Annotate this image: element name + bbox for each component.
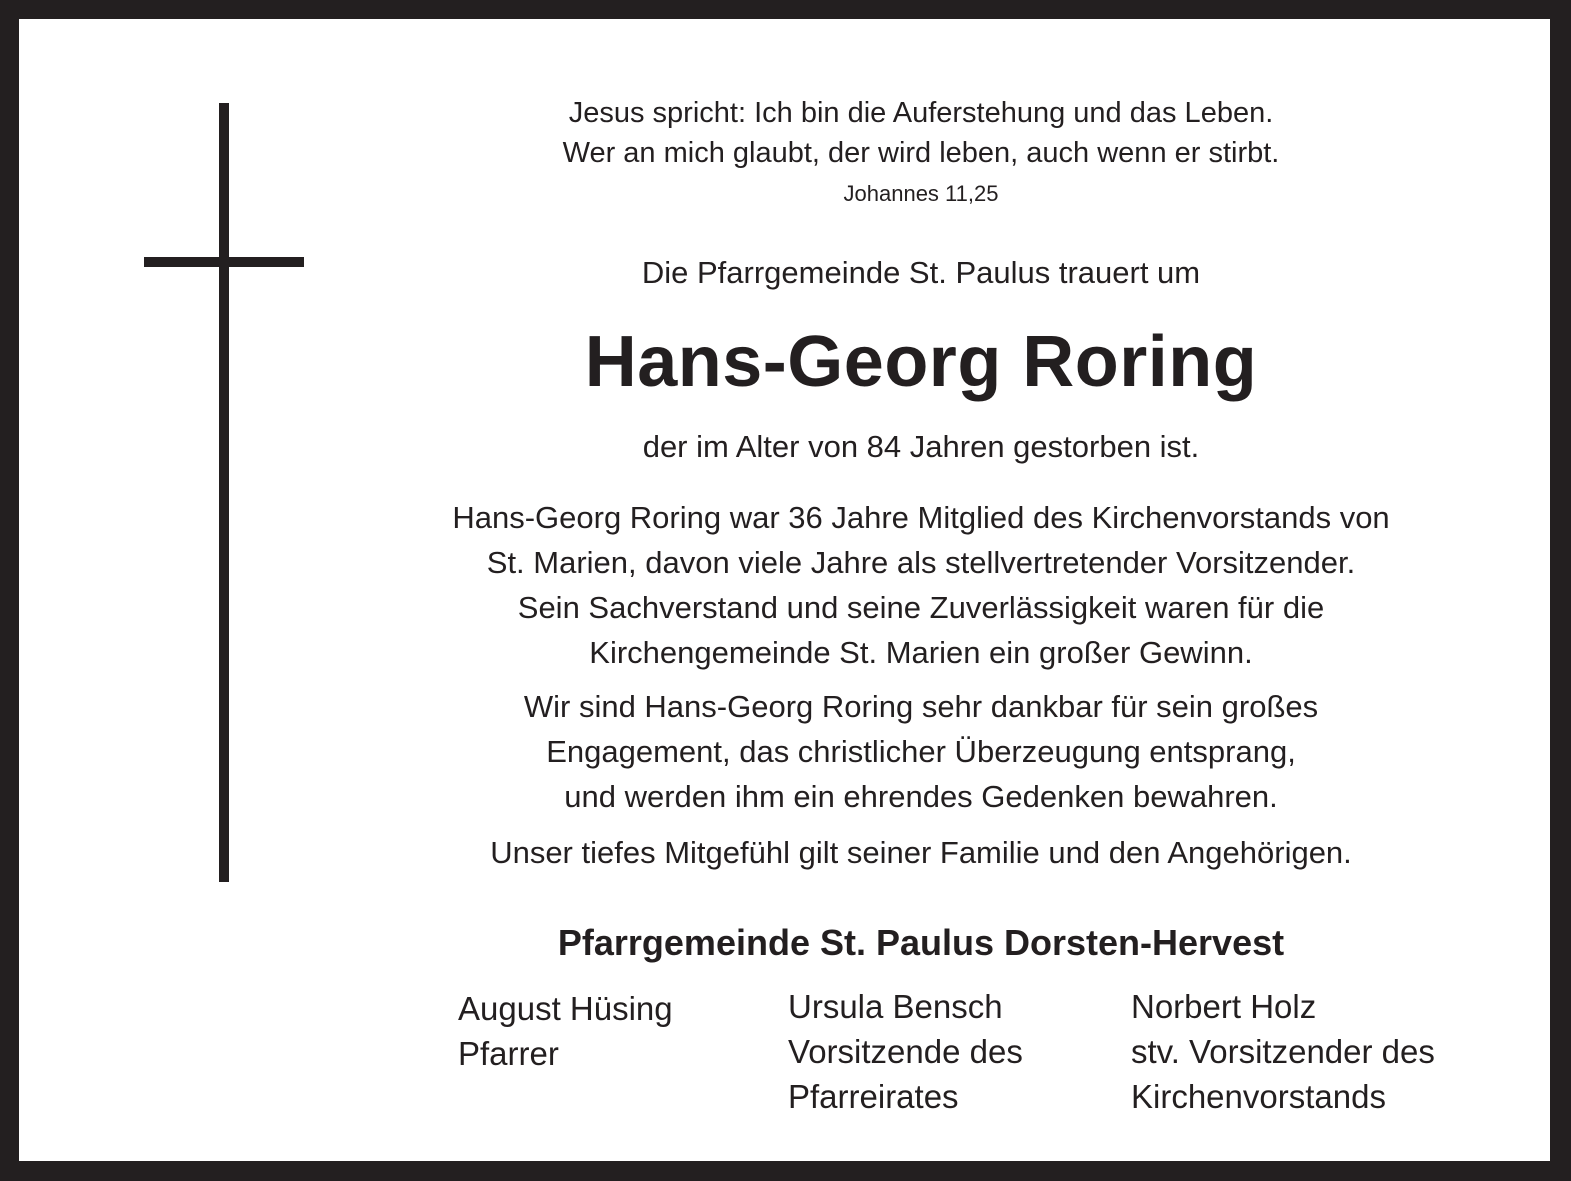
intro-text: Die Pfarrgemeinde St. Paulus trauert um <box>641 255 1201 290</box>
paragraph-condolence <box>369 830 1473 875</box>
signatory-name: August Hüsing <box>458 990 673 1027</box>
verse-line: Jesus spricht: Ich bin die Auferstehung und das Leben. <box>568 97 1274 129</box>
paragraph-tribute <box>369 495 1473 675</box>
deceased-name: Hans-Georg Roring <box>584 322 1258 402</box>
signatory-role: Pfarrer <box>458 1035 559 1072</box>
age-line: der im Alter von 84 Jahren gestorben ist. <box>642 429 1200 464</box>
signatory-role: Kirchenvorstands <box>1131 1078 1386 1115</box>
paragraph-line: Wir sind Hans-Georg Roring sehr dankbar für sein großes <box>523 689 1319 724</box>
organization-name: Pfarrgemeinde St. Paulus Dorsten-Hervest <box>557 922 1285 963</box>
signatory-role: Vorsitzende des <box>788 1033 1023 1070</box>
signatory-name: Ursula Bensch <box>788 988 1003 1025</box>
obituary-card <box>19 19 1550 1161</box>
signatory-role: Pfarreirates <box>788 1078 959 1115</box>
paragraph-line: St. Marien, davon viele Jahre als stellvertretender Vorsitzender. <box>486 545 1356 580</box>
bible-verse <box>369 93 1473 173</box>
paragraph-line: Sein Sachverstand und seine Zuverlässigkeit waren für die <box>517 590 1325 625</box>
paragraph-thanks <box>369 684 1473 819</box>
signatory <box>788 984 1023 1119</box>
paragraph-line: Engagement, das christlicher Überzeugung entsprang, <box>546 734 1296 769</box>
signatory-role: stv. Vorsitzender des <box>1131 1033 1435 1070</box>
paragraph-line: Kirchengemeinde St. Marien ein großer Gewinn. <box>589 635 1253 670</box>
cross-icon-crossbar <box>144 257 304 267</box>
paragraph-line: und werden ihm ein ehrendes Gedenken bewahren. <box>564 779 1278 814</box>
signatory <box>1131 984 1435 1119</box>
cross-icon <box>219 103 229 882</box>
verse-line: Wer an mich glaubt, der wird leben, auch wenn er stirbt. <box>562 137 1280 169</box>
verse-reference: Johannes 11,25 <box>843 181 999 206</box>
paragraph-line: Unser tiefes Mitgefühl gilt seiner Familie und den Angehörigen. <box>490 835 1352 870</box>
paragraph-line: Hans-Georg Roring war 36 Jahre Mitglied des Kirchenvorstands von <box>452 500 1390 535</box>
signatory <box>458 986 673 1076</box>
signatory-name: Norbert Holz <box>1131 988 1317 1025</box>
